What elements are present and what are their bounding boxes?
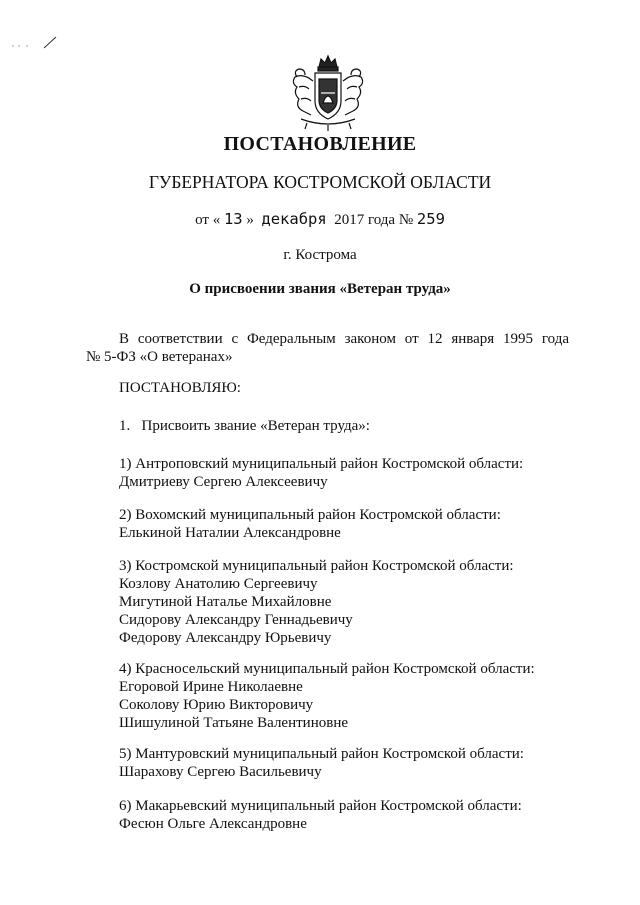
group-4 — [119, 660, 535, 732]
group-3 — [119, 557, 514, 647]
date-open-quote: « — [212, 212, 221, 228]
date-close-quote: » — [246, 212, 254, 228]
recipient-name: Шарахову Сергею Васильевичу — [119, 764, 322, 780]
decree-word: ПОСТАНОВЛЯЮ: — [119, 380, 241, 396]
recipient-name: Козлову Анатолию Сергеевичу — [119, 576, 318, 592]
recipient-name: Дмитриеву Сергею Алексеевичу — [119, 474, 328, 490]
intro-line-1: В соответствии с Федеральным законом от 12 января 1995 года — [119, 331, 569, 347]
item-1: 1. Присвоить звание «Ветеран труда»: — [119, 418, 370, 434]
pen-mark — [10, 34, 58, 50]
group-heading: 3) Костромской муниципальный район Костромской области: — [119, 558, 514, 574]
group-heading: 2) Вохомский муниципальный район Костромской области: — [119, 507, 501, 523]
document-number: 259 — [416, 210, 445, 228]
group-2 — [119, 506, 501, 542]
date-month: декабря — [261, 210, 327, 228]
date-prefix: от — [195, 212, 209, 228]
coat-of-arms-icon — [283, 53, 373, 133]
recipient-name: Федорову Александру Юрьевичу — [119, 630, 332, 646]
group-heading: 4) Красносельский муниципальный район Костромской области: — [119, 661, 535, 677]
recipient-name: Фесюн Ольге Александровне — [119, 816, 307, 832]
group-5 — [119, 745, 524, 781]
document-issuer: ГУБЕРНАТОРА КОСТРОМСКОЙ ОБЛАСТИ — [148, 172, 492, 192]
group-1 — [119, 455, 523, 491]
recipient-name: Соколову Юрию Викторовичу — [119, 697, 314, 713]
group-heading: 1) Антроповский муниципальный район Костромской области: — [119, 456, 524, 472]
recipient-name: Егоровой Ирине Николаевне — [119, 679, 303, 695]
document-subject: О присвоении звания «Ветеран труда» — [189, 281, 451, 297]
recipient-name: Елькиной Наталии Александровне — [119, 525, 341, 541]
intro-paragraph — [86, 330, 569, 366]
document-title: ПОСТАНОВЛЕНИЕ — [223, 133, 417, 155]
document-city: г. Кострома — [283, 247, 357, 263]
group-heading: 5) Мантуровский муниципальный район Костромской области: — [119, 746, 524, 762]
date-year-text: 2017 года № — [334, 212, 414, 228]
group-6 — [119, 797, 522, 833]
date-line — [0, 210, 640, 229]
recipient-name: Шишулиной Татьяне Валентиновне — [119, 715, 348, 731]
group-heading: 6) Макарьевский муниципальный район Костромской области: — [119, 798, 522, 814]
recipient-name: Сидорову Александру Геннадьевичу — [119, 612, 353, 628]
date-day: 13 — [223, 210, 243, 228]
recipient-name: Мигутиной Наталье Михайловне — [119, 594, 332, 610]
intro-line-2: № 5-ФЗ «О ветеранах» — [86, 349, 233, 365]
